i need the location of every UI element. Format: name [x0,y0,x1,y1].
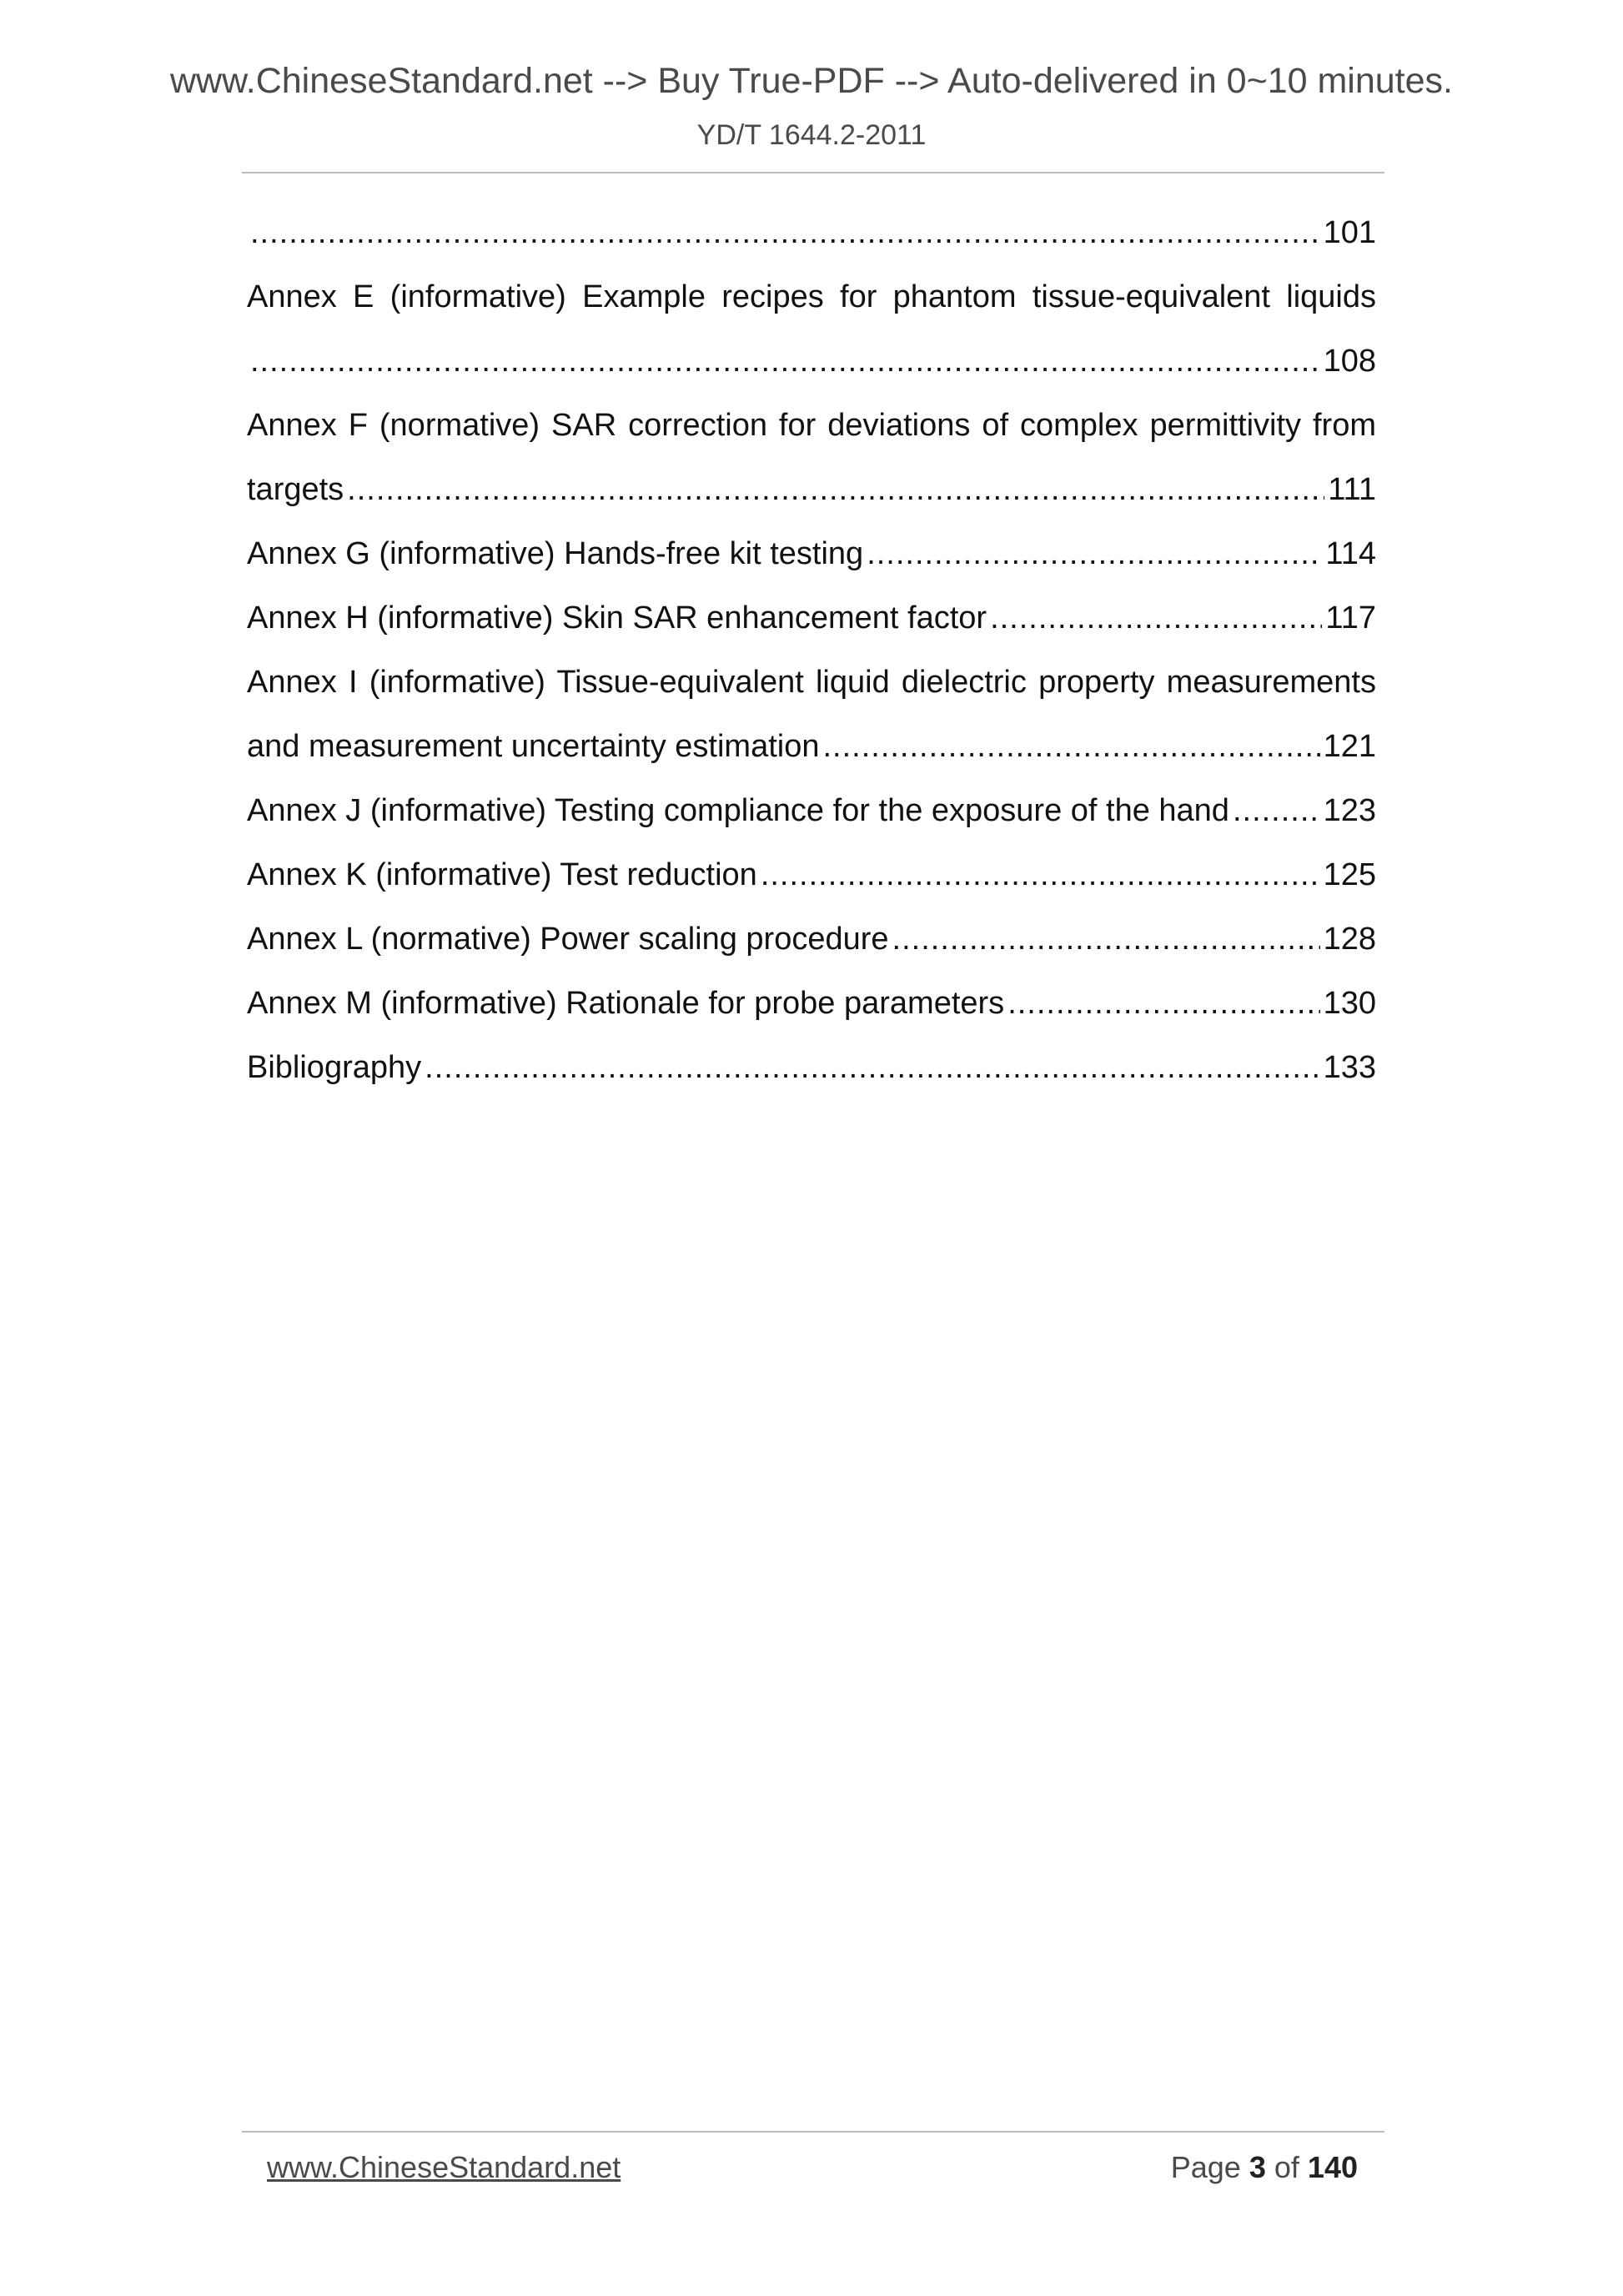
toc-entry-page: 125 [1323,857,1376,892]
toc-entry-title: Annex K (informative) Test reduction [247,857,757,892]
toc-entry-title: Annex I (informative) Tissue-equivalent liquid dielectric property measurements [247,664,1376,700]
toc-leader-dots [990,602,1322,634]
toc-entry-title: Bibliography [247,1049,422,1085]
toc-leader-dots [347,474,1324,505]
toc-entry[interactable] [247,907,1376,971]
toc-leader-dots [250,345,1320,377]
toc-entry-page: 117 [1325,600,1376,636]
current-page: 3 [1249,2150,1266,2184]
toc-entry-page: 130 [1323,985,1376,1021]
footer-website-link[interactable]: www.ChineseStandard.net [267,2150,621,2184]
toc-entry[interactable] [247,329,1376,393]
toc-entry-page: 133 [1323,1049,1376,1085]
header-banner: www.ChineseStandard.net --> Buy True-PDF --> Auto-delivered in 0~10 minutes. [169,61,1453,101]
toc-entry-title: and measurement uncertainty estimation [247,728,820,764]
toc-entry[interactable] [247,457,1376,521]
toc-entry-page: 128 [1323,921,1376,957]
toc-leader-dots [250,217,1320,249]
toc-leader-dots [822,731,1319,762]
toc-entry[interactable] [247,714,1376,778]
document-code: YD/T 1644.2-2011 [696,119,927,151]
toc-entry-page: 121 [1323,728,1376,764]
total-pages: 140 [1307,2150,1358,2184]
page-number [1170,2150,1358,2184]
toc-entry[interactable] [247,264,1376,329]
page-label: Page [1170,2150,1241,2184]
toc-entry[interactable] [247,393,1376,457]
toc-entry-title: Annex L (normative) Power scaling procedure [247,921,889,957]
toc-entry-title: Annex H (informative) Skin SAR enhancement factor [247,600,987,636]
toc-entry-title: Annex F (normative) SAR correction for deviations of complex permittivity from [247,407,1376,443]
toc-entry-title: Annex J (informative) Testing compliance for the exposure of the hand [247,792,1229,828]
table-of-contents [247,200,1376,1099]
toc-leader-dots [1007,987,1319,1019]
toc-entry-page: 108 [1323,343,1376,379]
toc-entry-page: 114 [1325,535,1376,571]
toc-leader-dots [425,1052,1319,1083]
toc-entry-title: Annex M (informative) Rationale for probe parameters [247,985,1005,1021]
toc-entry-title: Annex E (informative) Example recipes for phantom tissue-equivalent liquids [247,279,1376,314]
toc-leader-dots [867,538,1322,570]
page-of-label: of [1274,2150,1299,2184]
toc-entry[interactable] [247,200,1376,264]
toc-entry[interactable] [247,971,1376,1035]
toc-entry[interactable] [247,585,1376,650]
toc-entry-title: Annex G (informative) Hands-free kit testing [247,535,864,571]
toc-entry-page: 111 [1328,471,1376,507]
toc-entry[interactable] [247,778,1376,842]
header-divider [242,172,1384,173]
toc-leader-dots [761,859,1320,891]
toc-entry[interactable] [247,521,1376,585]
toc-entry[interactable] [247,842,1376,907]
toc-entry-page: 123 [1323,792,1376,828]
toc-leader-dots [892,923,1320,955]
footer-divider [242,2131,1384,2133]
toc-entry[interactable] [247,1035,1376,1099]
toc-entry-title: targets [247,471,344,507]
toc-entry[interactable] [247,650,1376,714]
toc-leader-dots [1233,795,1320,826]
toc-entry-page: 101 [1323,214,1376,250]
